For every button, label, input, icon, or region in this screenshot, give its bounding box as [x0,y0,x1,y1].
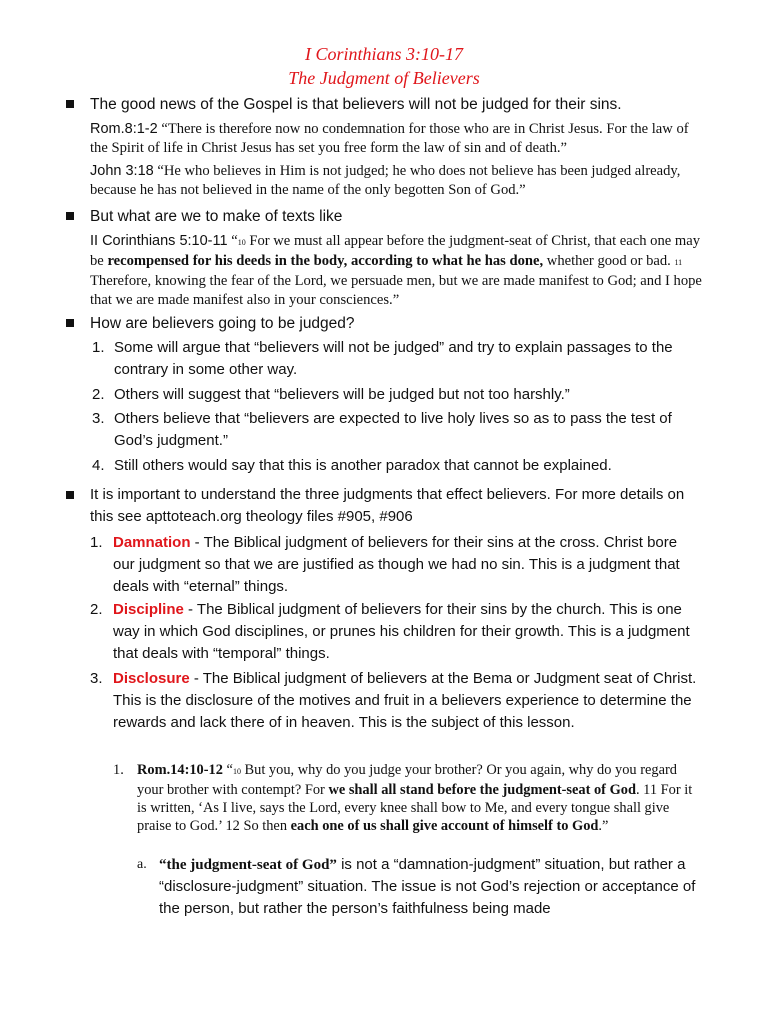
list-text: - The Biblical judgment of believers for their sins by the church. This is one way in which God disciplines, or prunes his children for their growth. This is a judgment that deals with “temporal” things. [113,601,690,662]
list-number: 2. [92,386,105,403]
verse-text: For we must all appear before the judgment-seat of Christ, that each one may be [90,233,700,269]
list-item-disclosure [90,668,700,734]
quote-mark: “ [231,233,238,249]
ref-romans-14: Rom.14:10-12 [137,762,223,778]
list-number: 3. [92,410,105,427]
bullet-text-gospel: The good news of the Gospel is that believers will not be judged for their sins. [90,96,622,113]
list-item [92,337,702,381]
bullet-marker [66,491,74,499]
verse-text: whether good or bad. [543,253,671,269]
verse-number-10: 10 [232,767,241,776]
list-letter: a. [137,857,147,872]
list-item-damnation [90,532,700,598]
list-number: 1. [92,339,105,356]
text-romans-8: “There is therefore now no condemnation for those who are in Christ Jesus. For the law of the Spirit of life in Christ Jesus has set you free form the law of sin and of death.” [90,121,689,156]
term-discipline: Discipline [113,601,184,618]
emphasis-text: each one of us shall give account of himself to God [290,818,599,834]
verse-text: . 11 For it is written, ‘As I live, says the Lord, every knee shall bow to Me, and every tongue shall give praise to God.’ 12 So then [137,782,693,834]
title-heading: The Judgment of Believers [288,68,480,88]
ref-john-3: John 3:18 [90,163,154,179]
list-item [92,408,702,452]
text-john-3: “He who believes in Him is not judged; he who does not believe has been judged already, because he has not believed in the name of the only begotten Son of God.” [90,163,681,198]
bullet-text-how-judged: How are believers going to be judged? [90,315,355,332]
list-item [92,455,702,477]
term-disclosure: Disclosure [113,670,190,687]
verse-text: .” [598,818,609,834]
list-number: 4. [92,457,105,474]
list-text: is not a “damnation-judgment” situation, but rather a “disclosure-judgment” situation. The issue is not God’s rejection or acceptance of the person, but rather the person’s faithfulness being made [159,856,696,917]
ref-romans-8: Rom.8:1-2 [90,121,158,137]
list-item [92,384,702,406]
bullet-marker [66,100,74,108]
term-damnation: Damnation [113,534,191,551]
verse-number-10: 10 [237,238,246,247]
list-number: 1. [90,534,103,551]
list-text: Some will argue that “believers will not be judged” and try to explain passages to the contrary in some other way. [114,339,673,378]
quote-mark: “ [222,762,233,778]
sub-item-a [137,854,707,920]
sub-item-romans-14 [113,761,703,835]
bullet-text-three-judgments: It is important to understand the three judgments that effect believers. For more details on this see apttoteach.org theology files #905, #906 [90,486,685,525]
quote-romans-8 [90,120,702,158]
list-text: Others believe that “believers are expected to live holy lives so as to pass the test of God’s judgment.” [114,410,672,449]
quote-john-3 [90,162,702,200]
list-item-discipline [90,599,700,665]
list-number: 2. [90,601,103,618]
title-reference: I Corinthians 3:10-17 [304,44,463,64]
list-number: 3. [90,670,103,687]
bullet-marker [66,212,74,220]
bullet-text-texts: But what are we to make of texts like [90,208,343,225]
list-text: - The Biblical judgment of believers for their sins at the cross. Christ bore our judgment so that we are justified as though we had no sin. This is a judgment that deals with “eternal” things. [113,534,680,595]
emphasis-text: “the judgment-seat of God” [159,857,337,873]
quote-2-corinthians-5 [90,232,708,310]
emphasis-text: recompensed for his deeds in the body, according to what he has done, [107,253,544,269]
verse-text: Therefore, knowing the fear of the Lord, we persuade men, but we are made manifest to God; and I hope that we are made manifest also in your consciences.” [90,273,702,308]
verse-text: But you, why do you judge your brother? Or you again, why do you regard your brother with contempt? For [137,762,677,798]
emphasis-text: we shall all stand before the judgment-seat of God [328,782,636,798]
ref-2-corinthians-5: II Corinthians 5:10-11 [90,233,228,249]
list-number: 1. [113,762,124,778]
list-text: Others will suggest that “believers will be judged but not too harshly.” [114,386,570,403]
list-text: - The Biblical judgment of believers at the Bema or Judgment seat of Christ. This is the disclosure of the motives and fruit in a believers experience to determine the rewards and lack there of in heaven. This is the subject of this lesson. [113,670,697,731]
list-text: Still others would say that this is another paradox that cannot be explained. [114,457,612,474]
verse-number-11: 11 [674,258,683,267]
bullet-marker [66,319,74,327]
